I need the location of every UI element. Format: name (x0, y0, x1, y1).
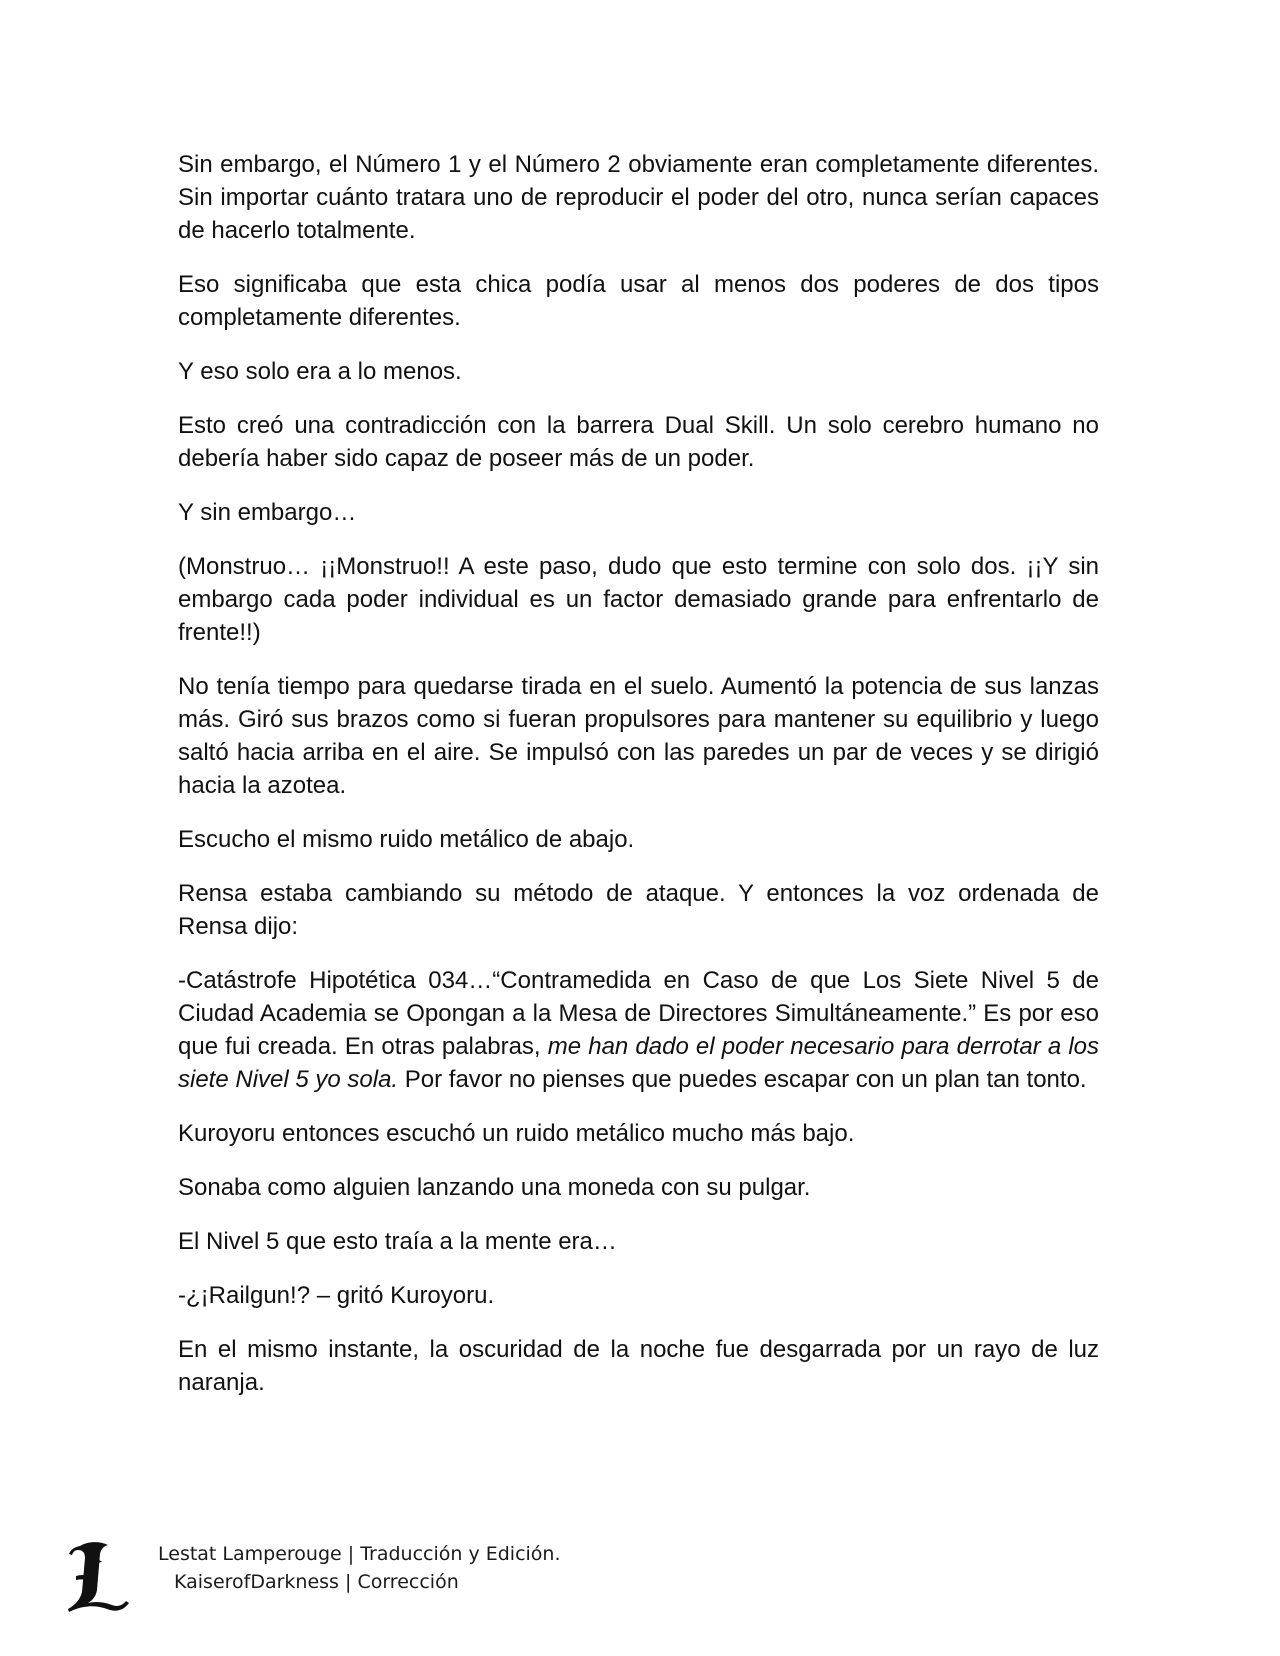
paragraph: Esto creó una contradicción con la barrera Dual Skill. Un solo cerebro humano no debería haber sido capaz de poseer más de un poder. (178, 412, 1099, 472)
paragraph: (Monstruo… ¡¡Monstruo!! A este paso, dudo que esto termine con solo dos. ¡¡Y sin embargo cada poder individual es un factor demasiado grande para enfrentarlo de frente!!) (178, 553, 1099, 646)
paragraph: Rensa estaba cambiando su método de ataque. Y entonces la voz ordenada de Rensa dijo: (178, 880, 1099, 940)
gothic-l-logo-icon (66, 1540, 132, 1612)
paragraph: Sonaba como alguien lanzando una moneda con su pulgar. (178, 1174, 811, 1201)
credit-translation: Lestat Lamperouge | Traducción y Edición. (158, 1543, 561, 1565)
paragraph-with-italics (178, 964, 1099, 1096)
footer (66, 1540, 766, 1620)
credit-correction: KaiserofDarkness | Corrección (174, 1571, 459, 1593)
paragraph: El Nivel 5 que esto traía a la mente era… (178, 1228, 617, 1255)
paragraph: No tenía tiempo para quedarse tirada en el suelo. Aumentó la potencia de sus lanzas más. Giró sus brazos como si fueran propulsores para mantener su equilibrio y luego saltó hacia arriba en el aire. Se impulsó con las paredes un par de veces y se dirigió hacia la azotea. (178, 673, 1099, 799)
paragraph: -¿¡Railgun!? – gritó Kuroyoru. (178, 1282, 495, 1309)
paragraph: Eso significaba que esta chica podía usar al menos dos poderes de dos tipos completamente diferentes. (178, 271, 1099, 331)
paragraph: Y eso solo era a lo menos. (178, 358, 462, 385)
italic-emphasis: me han dado el poder necesario para derrotar a los siete Nivel 5 yo sola. (178, 1033, 1099, 1093)
paragraph: Sin embargo, el Número 1 y el Número 2 obviamente eran completamente diferentes. Sin importar cuánto tratara uno de reproducir el poder del otro, nunca serían capaces de hacerlo totalmente. (178, 151, 1099, 244)
paragraph-text: -Catástrofe Hipotética 034…“Contramedida en Caso de que Los Siete Nivel 5 de Ciudad Academia se Opongan a la Mesa de Directores Simultáneamente.” Es por eso que fui creada. En otras palabras, (178, 967, 1099, 1060)
credits (158, 1540, 561, 1596)
paragraph: En el mismo instante, la oscuridad de la noche fue desgarrada por un rayo de luz naranja. (178, 1336, 1099, 1396)
paragraph-text: Por favor no pienses que puedes escapar con un plan tan tonto. (398, 1066, 1087, 1093)
paragraph: Escucho el mismo ruido metálico de abajo. (178, 826, 635, 853)
page-body (178, 148, 1099, 1420)
paragraph: Y sin embargo… (178, 499, 357, 526)
paragraph: Kuroyoru entonces escuchó un ruido metálico mucho más bajo. (178, 1120, 855, 1147)
